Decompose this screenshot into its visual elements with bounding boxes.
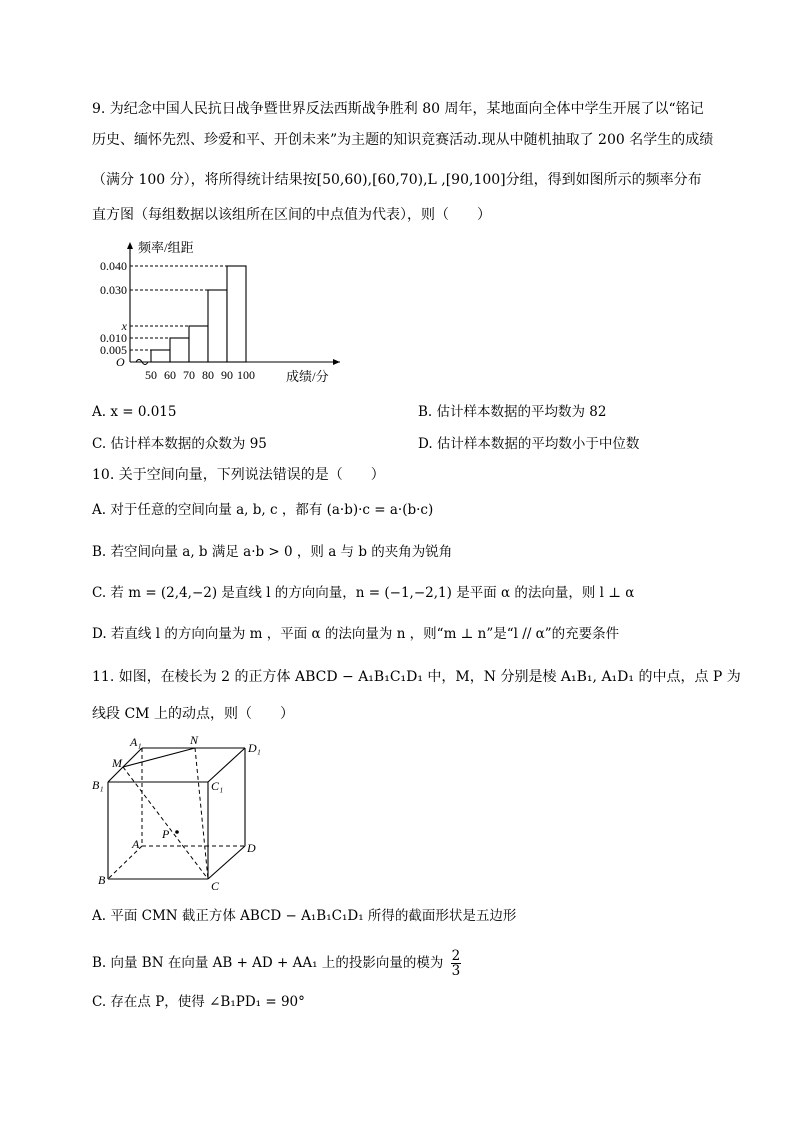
x-tick-label: 60 <box>164 368 176 382</box>
q11-option-b-fraction <box>451 949 462 978</box>
q9-line-4: 直方图（每组数据以该组所在区间的中点值为代表），则（ ） <box>92 207 491 223</box>
q10-option-d: D. 若直线 l 的方向向量为 m ，平面 α 的法向量为 n ，则“m ⊥ n”是“l // α”的充要条件 <box>92 626 620 642</box>
q9-option-d: D. 估计样本数据的平均数小于中位数 <box>418 436 640 452</box>
q11-option-c: C. 存在点 P，使得 ∠B₁PD₁ = 90° <box>92 994 305 1010</box>
frequency-histogram <box>90 236 350 388</box>
q10-stem: 10. 关于空间向量，下列说法错误的是（ ） <box>92 467 385 483</box>
histogram-bar <box>208 290 227 362</box>
y-axis-title: 频率/组距 <box>138 240 194 255</box>
q9-option-b: B. 估计样本数据的平均数为 82 <box>418 404 607 420</box>
x-tick-label: 80 <box>202 368 214 382</box>
label-d: D <box>247 841 256 855</box>
y-tick-label: 0.010 <box>100 331 127 345</box>
q11-line-1: 11. 如图，在棱长为 2 的正方体 ABCD − A₁B₁C₁D₁ 中，M，N 分别是棱 A₁B₁, A₁D₁ 的中点，点 P 为 <box>92 669 741 685</box>
label-a1: A₁ <box>130 735 142 749</box>
label-m: M <box>112 756 122 770</box>
x-axis-title: 成绩/分 <box>286 369 329 384</box>
q10-option-c: C. 若 m = (2,4,−2) 是直线 l 的方向向量，n = (−1,−2,1) 是平面 α 的法向量，则 l ⊥ α <box>92 585 635 601</box>
point-p-dot <box>175 830 179 834</box>
q9-line-2: 历史、缅怀先烈、珍爱和平、开创未来”为主题的知识竞赛活动.现从中随机抽取了 200 名学生的成绩 <box>92 132 714 148</box>
x-tick-label: 50 <box>145 368 157 382</box>
histogram-bar <box>189 326 208 362</box>
label-b1: B₁ <box>92 778 104 792</box>
x-tick-label: 100 <box>237 368 255 382</box>
histogram-bar <box>170 338 189 362</box>
x-tick-label: 70 <box>183 368 195 382</box>
q9-line-1: 9. 为纪念中国人民抗日战争暨世界反法西斯战争胜利 80 周年，某地面向全体中学生开展了以“铭记 <box>92 101 704 117</box>
label-p: P <box>162 827 170 841</box>
label-c: C <box>211 879 220 893</box>
q11-option-b <box>92 949 461 978</box>
x-tick-label: 90 <box>221 368 233 382</box>
histogram-bar <box>151 350 170 362</box>
q10-option-a: A. 对于任意的空间向量 a, b, c ，都有 (a·b)·c = a·(b·c) <box>92 502 434 518</box>
fraction-numerator: 2 <box>451 948 461 964</box>
label-b: B <box>98 873 106 887</box>
y-axis-arrow <box>127 242 133 249</box>
q10-option-b: B. 若空间向量 a, b 满足 a·b > 0 ，则 a 与 b 的夹角为锐角 <box>92 544 453 560</box>
y-tick-label: 0.005 <box>100 343 127 357</box>
cube-figure <box>90 734 270 894</box>
label-c1: C₁ <box>211 779 224 793</box>
y-tick-label: x <box>121 319 127 333</box>
q11-option-b-text: B. 向量 BN 在向量 AB + AD + AA₁ 上的投影向量的模为 <box>92 955 444 971</box>
histogram-bar <box>227 266 246 362</box>
label-n: N <box>190 734 199 747</box>
q9-line-3: （满分 100 分），将所得统计结果按[50,60),[60,70),L ,[90,100]分组，得到如图所示的频率分布 <box>92 172 702 188</box>
q11-option-a: A. 平面 CMN 截正方体 ABCD − A₁B₁C₁D₁ 所得的截面形状是五边形 <box>92 908 517 924</box>
q9-option-a: A. x = 0.015 <box>92 404 177 420</box>
x-axis-arrow <box>333 359 340 365</box>
q9-option-c: C. 估计样本数据的众数为 95 <box>92 436 267 452</box>
label-a: A <box>132 837 140 851</box>
fraction-denominator: 3 <box>451 963 461 979</box>
origin-label: O <box>116 355 125 369</box>
q11-line-2: 线段 CM 上的动点，则（ ） <box>92 706 294 722</box>
label-d1: D₁ <box>248 741 261 755</box>
y-tick-label: 0.040 <box>100 259 127 273</box>
y-tick-label: 0.030 <box>100 283 127 297</box>
